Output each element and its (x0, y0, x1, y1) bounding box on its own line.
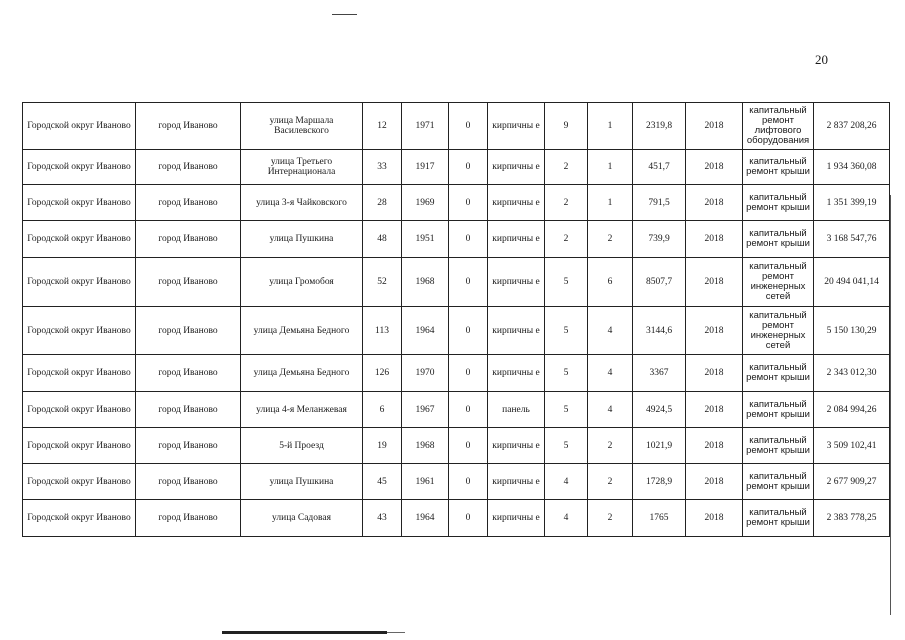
cell-work-type: капитальный ремонт инженерных сетей (743, 307, 814, 355)
cell-work-type: капитальный ремонт инженерных сетей (743, 258, 814, 307)
cell-build-year: 1971 (402, 103, 449, 150)
cell-wall-material: кирпичны е (488, 103, 545, 150)
cell-work-type: капитальный ремонт крыши (743, 428, 814, 464)
cell-house-number: 28 (363, 185, 402, 221)
cell-zero: 0 (449, 307, 488, 355)
cell-zero: 0 (449, 258, 488, 307)
table-row (23, 258, 890, 307)
page-number: 20 (815, 52, 828, 67)
cell-cost: 2 383 778,25 (814, 500, 890, 537)
cell-street: улица Демьяна Бедного (241, 355, 363, 392)
cell-entrances: 2 (588, 221, 633, 258)
cell-plan-year: 2018 (686, 464, 743, 500)
cell-cost: 2 084 994,26 (814, 392, 890, 428)
table-row (23, 185, 890, 221)
cell-entrances: 4 (588, 355, 633, 392)
cell-floors: 5 (545, 392, 588, 428)
cell-build-year: 1969 (402, 185, 449, 221)
cell-city: город Иваново (136, 150, 241, 185)
cell-build-year: 1968 (402, 258, 449, 307)
table-row (23, 103, 890, 150)
cell-build-year: 1951 (402, 221, 449, 258)
cell-cost: 3 168 547,76 (814, 221, 890, 258)
table-body (23, 103, 890, 537)
cell-house-number: 19 (363, 428, 402, 464)
cell-work-type: капитальный ремонт крыши (743, 500, 814, 537)
cell-city: город Иваново (136, 258, 241, 307)
cell-street: 5-й Проезд (241, 428, 363, 464)
cell-street: улица Садовая (241, 500, 363, 537)
cell-zero: 0 (449, 500, 488, 537)
cell-zero: 0 (449, 103, 488, 150)
cell-street: улица Громобоя (241, 258, 363, 307)
cell-okrug: Городской округ Иваново (23, 500, 136, 537)
table-row (23, 428, 890, 464)
cell-area: 1765 (633, 500, 686, 537)
cell-floors: 9 (545, 103, 588, 150)
cell-floors: 5 (545, 428, 588, 464)
cell-work-type: капитальный ремонт крыши (743, 150, 814, 185)
cell-work-type: капитальный ремонт лифтового оборудования (743, 103, 814, 150)
cell-build-year: 1964 (402, 307, 449, 355)
table-row (23, 464, 890, 500)
cell-plan-year: 2018 (686, 150, 743, 185)
cell-area: 3367 (633, 355, 686, 392)
cell-build-year: 1967 (402, 392, 449, 428)
cell-house-number: 43 (363, 500, 402, 537)
cell-house-number: 126 (363, 355, 402, 392)
cell-wall-material: кирпичны е (488, 307, 545, 355)
cell-cost: 1 934 360,08 (814, 150, 890, 185)
cell-build-year: 1968 (402, 428, 449, 464)
scan-artifact-line (222, 631, 387, 634)
cell-street: улица Демьяна Бедного (241, 307, 363, 355)
cell-area: 4924,5 (633, 392, 686, 428)
cell-city: город Иваново (136, 500, 241, 537)
cell-zero: 0 (449, 185, 488, 221)
cell-cost: 5 150 130,29 (814, 307, 890, 355)
cell-street: улица 3-я Чайковского (241, 185, 363, 221)
cell-area: 1728,9 (633, 464, 686, 500)
cell-cost: 2 677 909,27 (814, 464, 890, 500)
cell-entrances: 2 (588, 500, 633, 537)
cell-floors: 2 (545, 221, 588, 258)
cell-plan-year: 2018 (686, 307, 743, 355)
scan-artifact-line (387, 632, 405, 633)
cell-cost: 2 837 208,26 (814, 103, 890, 150)
cell-house-number: 48 (363, 221, 402, 258)
cell-entrances: 1 (588, 185, 633, 221)
cell-zero: 0 (449, 392, 488, 428)
cell-plan-year: 2018 (686, 392, 743, 428)
cell-entrances: 1 (588, 103, 633, 150)
table-row (23, 150, 890, 185)
cell-cost: 20 494 041,14 (814, 258, 890, 307)
cell-area: 2319,8 (633, 103, 686, 150)
cell-floors: 5 (545, 307, 588, 355)
cell-wall-material: панель (488, 392, 545, 428)
cell-wall-material: кирпичны е (488, 355, 545, 392)
cell-build-year: 1970 (402, 355, 449, 392)
cell-floors: 2 (545, 150, 588, 185)
cell-area: 3144,6 (633, 307, 686, 355)
cell-wall-material: кирпичны е (488, 464, 545, 500)
cell-house-number: 113 (363, 307, 402, 355)
cell-street: улица 4-я Меланжевая (241, 392, 363, 428)
cell-cost: 2 343 012,30 (814, 355, 890, 392)
cell-work-type: капитальный ремонт крыши (743, 185, 814, 221)
cell-okrug: Городской округ Иваново (23, 464, 136, 500)
cell-floors: 4 (545, 464, 588, 500)
cell-area: 8507,7 (633, 258, 686, 307)
cell-street: улица Маршала Василевского (241, 103, 363, 150)
cell-zero: 0 (449, 150, 488, 185)
cell-street: улица Третьего Интернационала (241, 150, 363, 185)
cell-wall-material: кирпичны е (488, 428, 545, 464)
cell-okrug: Городской округ Иваново (23, 103, 136, 150)
cell-house-number: 12 (363, 103, 402, 150)
cell-wall-material: кирпичны е (488, 150, 545, 185)
cell-city: город Иваново (136, 103, 241, 150)
cell-zero: 0 (449, 464, 488, 500)
cell-city: город Иваново (136, 185, 241, 221)
cell-okrug: Городской округ Иваново (23, 185, 136, 221)
cell-city: город Иваново (136, 464, 241, 500)
cell-entrances: 4 (588, 307, 633, 355)
cell-floors: 5 (545, 355, 588, 392)
table-row (23, 355, 890, 392)
cell-okrug: Городской округ Иваново (23, 258, 136, 307)
cell-cost: 1 351 399,19 (814, 185, 890, 221)
cell-entrances: 2 (588, 464, 633, 500)
cell-okrug: Городской округ Иваново (23, 150, 136, 185)
cell-street: улица Пушкина (241, 221, 363, 258)
cell-work-type: капитальный ремонт крыши (743, 392, 814, 428)
cell-plan-year: 2018 (686, 355, 743, 392)
cell-build-year: 1917 (402, 150, 449, 185)
cell-plan-year: 2018 (686, 185, 743, 221)
cell-house-number: 52 (363, 258, 402, 307)
cell-work-type: капитальный ремонт крыши (743, 355, 814, 392)
cell-entrances: 6 (588, 258, 633, 307)
cell-city: город Иваново (136, 307, 241, 355)
cell-work-type: капитальный ремонт крыши (743, 221, 814, 258)
cell-wall-material: кирпичны е (488, 258, 545, 307)
cell-house-number: 33 (363, 150, 402, 185)
cell-city: город Иваново (136, 221, 241, 258)
cell-area: 791,5 (633, 185, 686, 221)
cell-plan-year: 2018 (686, 221, 743, 258)
cell-build-year: 1961 (402, 464, 449, 500)
cell-entrances: 2 (588, 428, 633, 464)
cell-city: город Иваново (136, 355, 241, 392)
cell-entrances: 1 (588, 150, 633, 185)
cell-wall-material: кирпичны е (488, 500, 545, 537)
cell-wall-material: кирпичны е (488, 185, 545, 221)
cell-house-number: 6 (363, 392, 402, 428)
cell-area: 739,9 (633, 221, 686, 258)
cell-street: улица Пушкина (241, 464, 363, 500)
cell-area: 1021,9 (633, 428, 686, 464)
cell-zero: 0 (449, 221, 488, 258)
cell-build-year: 1964 (402, 500, 449, 537)
cell-city: город Иваново (136, 392, 241, 428)
table-row (23, 307, 890, 355)
cell-okrug: Городской округ Иваново (23, 221, 136, 258)
cell-floors: 4 (545, 500, 588, 537)
cell-area: 451,7 (633, 150, 686, 185)
cell-plan-year: 2018 (686, 103, 743, 150)
table-row (23, 500, 890, 537)
repair-program-table (22, 102, 890, 537)
cell-okrug: Городской округ Иваново (23, 428, 136, 464)
cell-city: город Иваново (136, 428, 241, 464)
cell-plan-year: 2018 (686, 428, 743, 464)
cell-cost: 3 509 102,41 (814, 428, 890, 464)
table-row (23, 392, 890, 428)
cell-house-number: 45 (363, 464, 402, 500)
cell-entrances: 4 (588, 392, 633, 428)
scan-artifact-edge (890, 195, 891, 615)
cell-wall-material: кирпичны е (488, 221, 545, 258)
cell-plan-year: 2018 (686, 258, 743, 307)
table-row (23, 221, 890, 258)
cell-zero: 0 (449, 355, 488, 392)
cell-okrug: Городской округ Иваново (23, 307, 136, 355)
cell-okrug: Городской округ Иваново (23, 392, 136, 428)
scan-artifact-line (332, 14, 357, 15)
cell-zero: 0 (449, 428, 488, 464)
cell-plan-year: 2018 (686, 500, 743, 537)
cell-floors: 2 (545, 185, 588, 221)
cell-okrug: Городской округ Иваново (23, 355, 136, 392)
cell-work-type: капитальный ремонт крыши (743, 464, 814, 500)
cell-floors: 5 (545, 258, 588, 307)
